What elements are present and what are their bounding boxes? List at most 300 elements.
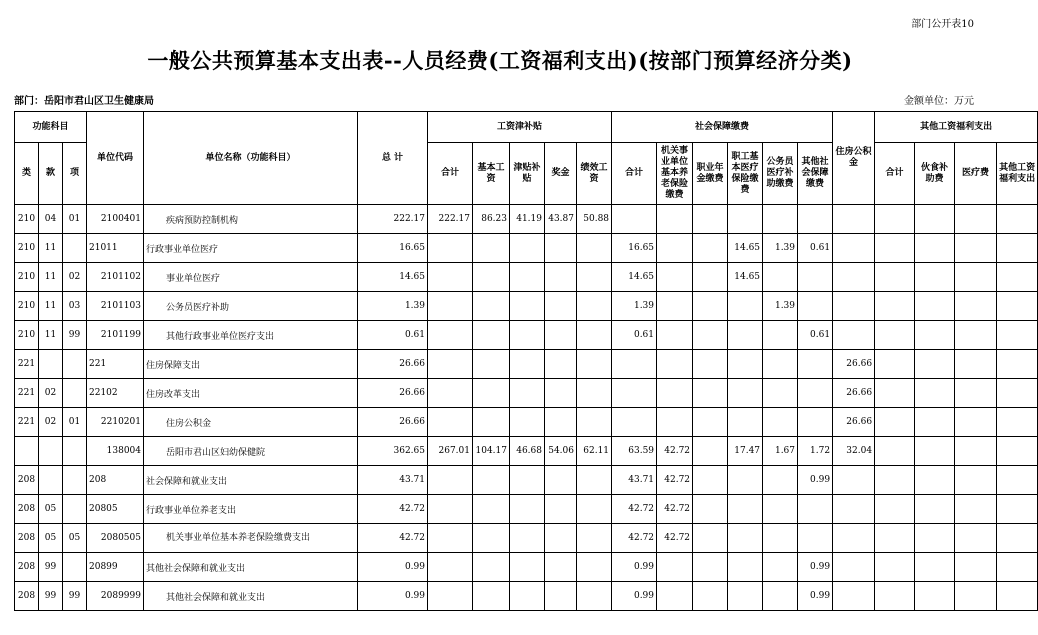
cell-o-other	[997, 524, 1038, 553]
cell-w-bonus	[545, 524, 577, 553]
cell-w-allow	[510, 408, 545, 437]
cell-s-annuity	[693, 553, 728, 582]
cell-lei: 208	[15, 495, 39, 524]
cell-s-other: 0.61	[798, 321, 833, 350]
cell-s-pension	[657, 582, 693, 611]
cell-o-other	[997, 379, 1038, 408]
cell-o-meal	[915, 466, 955, 495]
cell-name: 其他行政事业单位医疗支出	[144, 321, 358, 350]
cell-s-annuity	[693, 292, 728, 321]
cell-s-pension	[657, 292, 693, 321]
cell-code: 2101103	[87, 292, 144, 321]
cell-housing: 26.66	[833, 408, 875, 437]
cell-name: 行政事业单位养老支出	[144, 495, 358, 524]
table-row	[15, 263, 1038, 292]
cell-o-other	[997, 437, 1038, 466]
cell-s-medical	[728, 582, 763, 611]
cell-o-other	[997, 582, 1038, 611]
cell-o-sum	[875, 553, 915, 582]
wage-basic-header: 基本工资	[473, 143, 510, 205]
cell-s-civil	[763, 379, 798, 408]
amount-unit-label: 金额单位：万元	[904, 96, 974, 107]
cell-name: 疾病预防控制机构	[144, 205, 358, 234]
cell-o-sum	[875, 379, 915, 408]
cell-total: 0.61	[358, 321, 428, 350]
cell-s-medical	[728, 524, 763, 553]
cell-name: 住房改革支出	[144, 379, 358, 408]
cell-code: 2101199	[87, 321, 144, 350]
cell-total: 42.72	[358, 524, 428, 553]
cell-w-allow: 46.68	[510, 437, 545, 466]
cell-name: 岳阳市君山区妇幼保健院	[144, 437, 358, 466]
wage-perf-header: 绩效工资	[577, 143, 612, 205]
cell-s-sum: 0.61	[612, 321, 657, 350]
cell-housing	[833, 321, 875, 350]
cell-xiang: 02	[63, 263, 87, 292]
cell-s-pension	[657, 553, 693, 582]
cell-o-other	[997, 292, 1038, 321]
cell-o-other	[997, 408, 1038, 437]
cell-o-medical	[955, 234, 997, 263]
cell-s-other	[798, 292, 833, 321]
department-label: 部门：岳阳市君山区卫生健康局	[14, 96, 154, 107]
cell-s-civil	[763, 495, 798, 524]
cell-s-civil	[763, 553, 798, 582]
cell-w-bonus: 54.06	[545, 437, 577, 466]
cell-o-other	[997, 495, 1038, 524]
table-row	[15, 437, 1038, 466]
cell-s-medical	[728, 553, 763, 582]
kuan-header: 款	[39, 143, 63, 205]
table-row	[15, 379, 1038, 408]
xiang-header: 项	[63, 143, 87, 205]
cell-housing: 26.66	[833, 379, 875, 408]
table-body	[15, 205, 1038, 611]
unit-name-header: 单位名称（功能科目）	[144, 112, 358, 205]
cell-w-bonus	[545, 466, 577, 495]
cell-s-pension	[657, 263, 693, 292]
cell-s-other	[798, 408, 833, 437]
cell-s-annuity	[693, 408, 728, 437]
cell-w-sum	[428, 321, 473, 350]
cell-s-medical: 14.65	[728, 263, 763, 292]
cell-w-perf	[577, 263, 612, 292]
cell-code: 21011	[87, 234, 144, 263]
cell-housing	[833, 466, 875, 495]
cell-w-basic: 104.17	[473, 437, 510, 466]
cell-w-sum	[428, 466, 473, 495]
cell-w-allow	[510, 524, 545, 553]
cell-kuan: 05	[39, 524, 63, 553]
cell-o-medical	[955, 495, 997, 524]
cell-s-sum: 42.72	[612, 495, 657, 524]
cell-o-meal	[915, 553, 955, 582]
cell-o-sum	[875, 437, 915, 466]
cell-w-bonus	[545, 553, 577, 582]
wage-allow-header: 津贴补贴	[510, 143, 545, 205]
cell-o-sum	[875, 524, 915, 553]
cell-s-sum	[612, 205, 657, 234]
cell-housing	[833, 524, 875, 553]
cell-lei: 210	[15, 321, 39, 350]
cell-s-annuity	[693, 205, 728, 234]
cell-o-medical	[955, 321, 997, 350]
cell-w-sum	[428, 379, 473, 408]
social-pension-header: 机关事业单位基本养老保险缴费	[657, 143, 693, 205]
table-number-label: 部门公开表10	[911, 19, 974, 30]
cell-s-civil	[763, 350, 798, 379]
cell-o-medical	[955, 582, 997, 611]
cell-s-civil: 1.39	[763, 292, 798, 321]
cell-s-annuity	[693, 234, 728, 263]
cell-s-annuity	[693, 437, 728, 466]
cell-housing	[833, 205, 875, 234]
cell-o-other	[997, 553, 1038, 582]
cell-s-pension	[657, 321, 693, 350]
cell-housing	[833, 234, 875, 263]
social-sum-header: 合计	[612, 143, 657, 205]
cell-o-sum	[875, 321, 915, 350]
cell-o-medical	[955, 292, 997, 321]
cell-w-perf	[577, 292, 612, 321]
table-row	[15, 466, 1038, 495]
cell-s-annuity	[693, 582, 728, 611]
cell-o-meal	[915, 379, 955, 408]
cell-w-basic	[473, 466, 510, 495]
cell-w-perf: 62.11	[577, 437, 612, 466]
cell-s-other	[798, 524, 833, 553]
cell-s-sum: 14.65	[612, 263, 657, 292]
cell-name: 社会保障和就业支出	[144, 466, 358, 495]
cell-xiang	[63, 553, 87, 582]
cell-w-bonus	[545, 263, 577, 292]
cell-s-other: 0.99	[798, 582, 833, 611]
cell-xiang: 01	[63, 205, 87, 234]
cell-lei: 210	[15, 234, 39, 263]
page-title: 一般公共预算基本支出表--人员经费(工资福利支出)(按部门预算经济分类)	[147, 48, 853, 73]
cell-s-sum: 0.99	[612, 553, 657, 582]
cell-s-sum	[612, 408, 657, 437]
cell-code: 20899	[87, 553, 144, 582]
cell-s-sum: 63.59	[612, 437, 657, 466]
cell-w-allow	[510, 379, 545, 408]
cell-w-sum	[428, 263, 473, 292]
cell-o-other	[997, 205, 1038, 234]
cell-kuan: 02	[39, 379, 63, 408]
cell-o-medical	[955, 466, 997, 495]
cell-w-basic	[473, 379, 510, 408]
cell-o-medical	[955, 553, 997, 582]
cell-s-annuity	[693, 350, 728, 379]
cell-w-allow	[510, 292, 545, 321]
cell-name: 其他社会保障和就业支出	[144, 553, 358, 582]
cell-s-sum	[612, 379, 657, 408]
cell-lei: 208	[15, 524, 39, 553]
cell-w-basic	[473, 582, 510, 611]
cell-o-meal	[915, 292, 955, 321]
cell-w-sum	[428, 292, 473, 321]
lei-header: 类	[15, 143, 39, 205]
cell-w-sum	[428, 350, 473, 379]
social-medical-header: 职工基本医疗保险缴费	[728, 143, 763, 205]
cell-code: 221	[87, 350, 144, 379]
cell-s-other: 1.72	[798, 437, 833, 466]
cell-code: 2089999	[87, 582, 144, 611]
table-row	[15, 524, 1038, 553]
cell-total: 26.66	[358, 350, 428, 379]
cell-w-allow	[510, 350, 545, 379]
cell-xiang	[63, 466, 87, 495]
table-row	[15, 234, 1038, 263]
cell-w-bonus	[545, 408, 577, 437]
other-group-header: 其他工资福利支出	[875, 112, 1038, 143]
cell-o-sum	[875, 582, 915, 611]
other-meal-header: 伙食补助费	[915, 143, 955, 205]
cell-w-sum: 267.01	[428, 437, 473, 466]
cell-total: 14.65	[358, 263, 428, 292]
cell-kuan: 99	[39, 553, 63, 582]
cell-s-civil	[763, 466, 798, 495]
cell-w-bonus	[545, 582, 577, 611]
cell-w-bonus	[545, 350, 577, 379]
cell-w-perf	[577, 524, 612, 553]
cell-kuan: 11	[39, 292, 63, 321]
wage-bonus-header: 奖金	[545, 143, 577, 205]
cell-xiang: 99	[63, 321, 87, 350]
cell-xiang	[63, 495, 87, 524]
table-row	[15, 292, 1038, 321]
cell-o-sum	[875, 205, 915, 234]
cell-name: 事业单位医疗	[144, 263, 358, 292]
cell-w-sum	[428, 234, 473, 263]
cell-s-pension	[657, 205, 693, 234]
cell-xiang: 01	[63, 408, 87, 437]
cell-s-other	[798, 263, 833, 292]
cell-w-sum	[428, 553, 473, 582]
cell-xiang	[63, 350, 87, 379]
cell-s-other	[798, 350, 833, 379]
cell-code: 138004	[87, 437, 144, 466]
cell-o-sum	[875, 350, 915, 379]
cell-s-other: 0.99	[798, 466, 833, 495]
cell-s-medical	[728, 466, 763, 495]
table-row	[15, 553, 1038, 582]
cell-s-medical	[728, 321, 763, 350]
cell-total: 43.71	[358, 466, 428, 495]
cell-w-basic	[473, 524, 510, 553]
cell-w-allow: 41.19	[510, 205, 545, 234]
cell-s-civil: 1.67	[763, 437, 798, 466]
cell-s-medical: 17.47	[728, 437, 763, 466]
cell-lei: 221	[15, 408, 39, 437]
cell-s-civil	[763, 408, 798, 437]
cell-housing	[833, 553, 875, 582]
cell-s-sum: 16.65	[612, 234, 657, 263]
cell-name: 机关事业单位基本养老保险缴费支出	[144, 524, 358, 553]
housing-header: 住房公积金	[833, 112, 875, 205]
cell-o-other	[997, 466, 1038, 495]
cell-w-perf	[577, 408, 612, 437]
cell-s-medical	[728, 379, 763, 408]
cell-s-pension: 42.72	[657, 466, 693, 495]
cell-w-bonus	[545, 292, 577, 321]
cell-o-medical	[955, 263, 997, 292]
cell-lei	[15, 437, 39, 466]
cell-w-perf: 50.88	[577, 205, 612, 234]
cell-w-perf	[577, 495, 612, 524]
social-group-header: 社会保障缴费	[612, 112, 833, 143]
cell-w-bonus: 43.87	[545, 205, 577, 234]
cell-w-sum	[428, 524, 473, 553]
wage-group-header: 工资津补贴	[428, 112, 612, 143]
cell-o-sum	[875, 234, 915, 263]
cell-w-bonus	[545, 321, 577, 350]
cell-total: 0.99	[358, 553, 428, 582]
cell-s-other	[798, 379, 833, 408]
other-medical-header: 医疗费	[955, 143, 997, 205]
cell-w-perf	[577, 234, 612, 263]
cell-kuan	[39, 437, 63, 466]
cell-o-meal	[915, 350, 955, 379]
cell-s-pension	[657, 350, 693, 379]
cell-w-basic	[473, 292, 510, 321]
cell-o-sum	[875, 495, 915, 524]
cell-kuan: 11	[39, 321, 63, 350]
cell-s-sum: 1.39	[612, 292, 657, 321]
cell-name: 行政事业单位医疗	[144, 234, 358, 263]
cell-code: 208	[87, 466, 144, 495]
cell-o-other	[997, 321, 1038, 350]
cell-s-other	[798, 495, 833, 524]
cell-w-sum	[428, 495, 473, 524]
table-row	[15, 205, 1038, 234]
cell-xiang: 05	[63, 524, 87, 553]
cell-o-meal	[915, 408, 955, 437]
cell-w-basic	[473, 553, 510, 582]
cell-s-other	[798, 205, 833, 234]
cell-s-civil	[763, 524, 798, 553]
cell-s-medical	[728, 495, 763, 524]
cell-housing: 32.04	[833, 437, 875, 466]
cell-housing: 26.66	[833, 350, 875, 379]
cell-s-annuity	[693, 495, 728, 524]
cell-total: 26.66	[358, 408, 428, 437]
cell-w-allow	[510, 321, 545, 350]
cell-kuan	[39, 350, 63, 379]
cell-name: 住房公积金	[144, 408, 358, 437]
cell-w-basic	[473, 234, 510, 263]
other-sum-header: 合计	[875, 143, 915, 205]
cell-w-allow	[510, 553, 545, 582]
table-row	[15, 582, 1038, 611]
cell-s-sum	[612, 350, 657, 379]
total-header: 总 计	[358, 112, 428, 205]
cell-w-sum	[428, 408, 473, 437]
cell-o-other	[997, 263, 1038, 292]
cell-kuan: 11	[39, 263, 63, 292]
cell-kuan	[39, 466, 63, 495]
cell-w-perf	[577, 582, 612, 611]
cell-total: 222.17	[358, 205, 428, 234]
cell-s-sum: 43.71	[612, 466, 657, 495]
cell-o-meal	[915, 321, 955, 350]
cell-w-perf	[577, 466, 612, 495]
cell-s-other: 0.99	[798, 553, 833, 582]
cell-s-pension: 42.72	[657, 524, 693, 553]
cell-w-perf	[577, 379, 612, 408]
cell-w-allow	[510, 234, 545, 263]
social-other-header: 其他社会保障缴费	[798, 143, 833, 205]
cell-code: 20805	[87, 495, 144, 524]
cell-o-sum	[875, 263, 915, 292]
cell-o-sum	[875, 466, 915, 495]
cell-o-meal	[915, 234, 955, 263]
cell-w-allow	[510, 582, 545, 611]
cell-lei: 221	[15, 350, 39, 379]
cell-s-medical: 14.65	[728, 234, 763, 263]
cell-total: 1.39	[358, 292, 428, 321]
cell-w-basic	[473, 263, 510, 292]
cell-s-sum: 42.72	[612, 524, 657, 553]
cell-w-sum: 222.17	[428, 205, 473, 234]
cell-w-bonus	[545, 234, 577, 263]
cell-xiang	[63, 437, 87, 466]
cell-lei: 210	[15, 292, 39, 321]
cell-s-civil: 1.39	[763, 234, 798, 263]
cell-s-annuity	[693, 263, 728, 292]
table-row	[15, 350, 1038, 379]
cell-s-medical	[728, 350, 763, 379]
cell-o-meal	[915, 524, 955, 553]
unit-code-header: 单位代码	[87, 112, 144, 205]
cell-lei: 208	[15, 553, 39, 582]
budget-table	[14, 111, 1038, 611]
cell-w-sum	[428, 582, 473, 611]
cell-name: 住房保障支出	[144, 350, 358, 379]
cell-s-civil	[763, 263, 798, 292]
cell-o-meal	[915, 582, 955, 611]
cell-kuan: 02	[39, 408, 63, 437]
cell-o-meal	[915, 495, 955, 524]
table-row	[15, 495, 1038, 524]
cell-w-basic	[473, 350, 510, 379]
cell-s-pension: 42.72	[657, 437, 693, 466]
other-other-header: 其他工资福利支出	[997, 143, 1038, 205]
cell-lei: 208	[15, 466, 39, 495]
cell-w-basic	[473, 408, 510, 437]
cell-total: 26.66	[358, 379, 428, 408]
cell-s-annuity	[693, 321, 728, 350]
social-civil-header: 公务员医疗补助缴费	[763, 143, 798, 205]
cell-lei: 221	[15, 379, 39, 408]
cell-kuan: 04	[39, 205, 63, 234]
cell-w-basic	[473, 495, 510, 524]
cell-code: 2101102	[87, 263, 144, 292]
cell-o-other	[997, 350, 1038, 379]
cell-w-allow	[510, 263, 545, 292]
cell-o-medical	[955, 205, 997, 234]
cell-o-sum	[875, 292, 915, 321]
cell-lei: 208	[15, 582, 39, 611]
cell-w-bonus	[545, 495, 577, 524]
cell-kuan: 05	[39, 495, 63, 524]
cell-o-sum	[875, 408, 915, 437]
cell-name: 公务员医疗补助	[144, 292, 358, 321]
cell-s-civil	[763, 205, 798, 234]
cell-kuan: 99	[39, 582, 63, 611]
cell-code: 2100401	[87, 205, 144, 234]
cell-name: 其他社会保障和就业支出	[144, 582, 358, 611]
